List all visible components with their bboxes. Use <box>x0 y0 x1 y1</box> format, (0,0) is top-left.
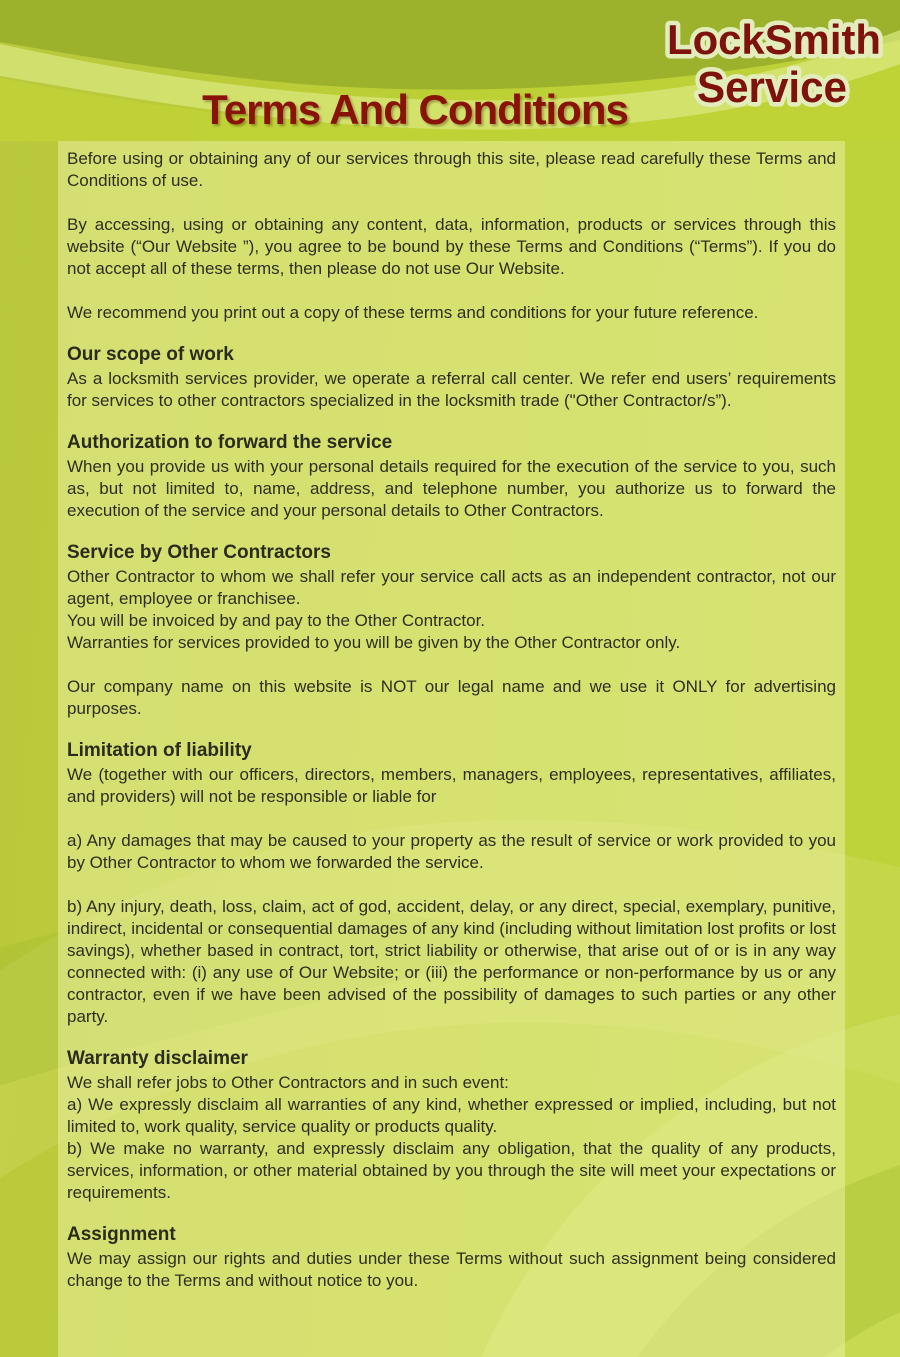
brand-logo <box>654 6 894 111</box>
terms-section <box>67 148 836 324</box>
section-heading: Authorization to forward the service <box>67 432 393 453</box>
section-paragraph: b) Any injury, death, loss, claim, act of god, accident, delay, or any direct, special, exemplary, punitive, indirect, incidental or consequential damages of any kind (including without limitation lost profits or lost savings), whether based in contract, tort, strict liability or otherwise, that arise out of or is in any way connected with: (i) any use of Our Website; or (iii) the performance or non-performance by us or any contractor, even if we have been advised of the possibility of damages to such parties or any other party. <box>67 897 836 1026</box>
section-paragraph: We shall refer jobs to Other Contractors and in such event: <box>67 1073 509 1092</box>
terms-section <box>67 738 836 1028</box>
logo-line-1: LockSmith <box>667 16 881 63</box>
section-paragraph: Our company name on this website is NOT our legal name and we use it ONLY for advertising purposes. <box>67 677 836 718</box>
section-paragraph: b) We make no warranty, and expressly disclaim any obligation, that the quality of any products, services, information, or other material obtained by you through the site will meet your expectations or requirements. <box>67 1139 836 1202</box>
section-paragraph: We (together with our officers, directors, members, managers, employees, representatives, affiliates, and providers) will not be responsible or liable for <box>67 765 836 806</box>
terms-section <box>67 430 836 522</box>
section-paragraph: When you provide us with your personal details required for the execution of the service to you, such as, but not limited to, name, address, and telephone number, you authorize us to forward the execution of the service and your personal details to Other Contractors. <box>67 457 836 520</box>
section-paragraph: Warranties for services provided to you will be given by the Other Contractor only. <box>67 633 681 652</box>
terms-section <box>67 540 836 720</box>
section-paragraph: Before using or obtaining any of our services through this site, please read carefully these Terms and Conditions of use. <box>67 149 836 190</box>
terms-panel <box>58 141 845 1357</box>
page-title: Terms And Conditions <box>202 86 628 133</box>
terms-document <box>67 148 836 1292</box>
section-heading: Warranty disclaimer <box>67 1048 248 1069</box>
terms-section <box>67 1222 836 1292</box>
section-paragraph: a) Any damages that may be caused to your property as the result of service or work provided to you by Other Contractor to whom we forwarded the service. <box>67 831 836 872</box>
terms-section <box>67 342 836 412</box>
section-paragraph <box>67 192 836 214</box>
section-heading: Service by Other Contractors <box>67 542 331 563</box>
section-heading: Assignment <box>67 1224 176 1245</box>
section-heading: Our scope of work <box>67 344 234 365</box>
terms-section <box>67 1046 836 1204</box>
section-paragraph <box>67 874 836 896</box>
section-paragraph <box>67 654 836 676</box>
section-paragraph: You will be invoiced by and pay to the Other Contractor. <box>67 611 486 630</box>
section-paragraph: a) We expressly disclaim all warranties of any kind, whether expressed or implied, including, but not limited to, work quality, service quality or products quality. <box>67 1095 836 1136</box>
section-paragraph <box>67 808 836 830</box>
section-paragraph: By accessing, using or obtaining any content, data, information, products or services through this website (“Our Website ”), you agree to be bound by these Terms and Conditions (“Terms”). If you do not accept all of these terms, then please do not use Our Website. <box>67 215 836 278</box>
section-paragraph <box>67 280 836 302</box>
logo-line-2: Service <box>697 63 847 111</box>
section-paragraph: We may assign our rights and duties under these Terms without such assignment being considered change to the Terms and without notice to you. <box>67 1249 836 1290</box>
page-header <box>0 0 900 141</box>
section-paragraph: Other Contractor to whom we shall refer your service call acts as an independent contractor, not our agent, employee or franchisee. <box>67 567 836 608</box>
section-heading: Limitation of liability <box>67 740 252 761</box>
section-paragraph: We recommend you print out a copy of these terms and conditions for your future reference. <box>67 303 759 322</box>
section-paragraph: As a locksmith services provider, we operate a referral call center. We refer end users’ requirements for services to other contractors specialized in the locksmith trade ("Other Contractor/s”). <box>67 369 836 410</box>
